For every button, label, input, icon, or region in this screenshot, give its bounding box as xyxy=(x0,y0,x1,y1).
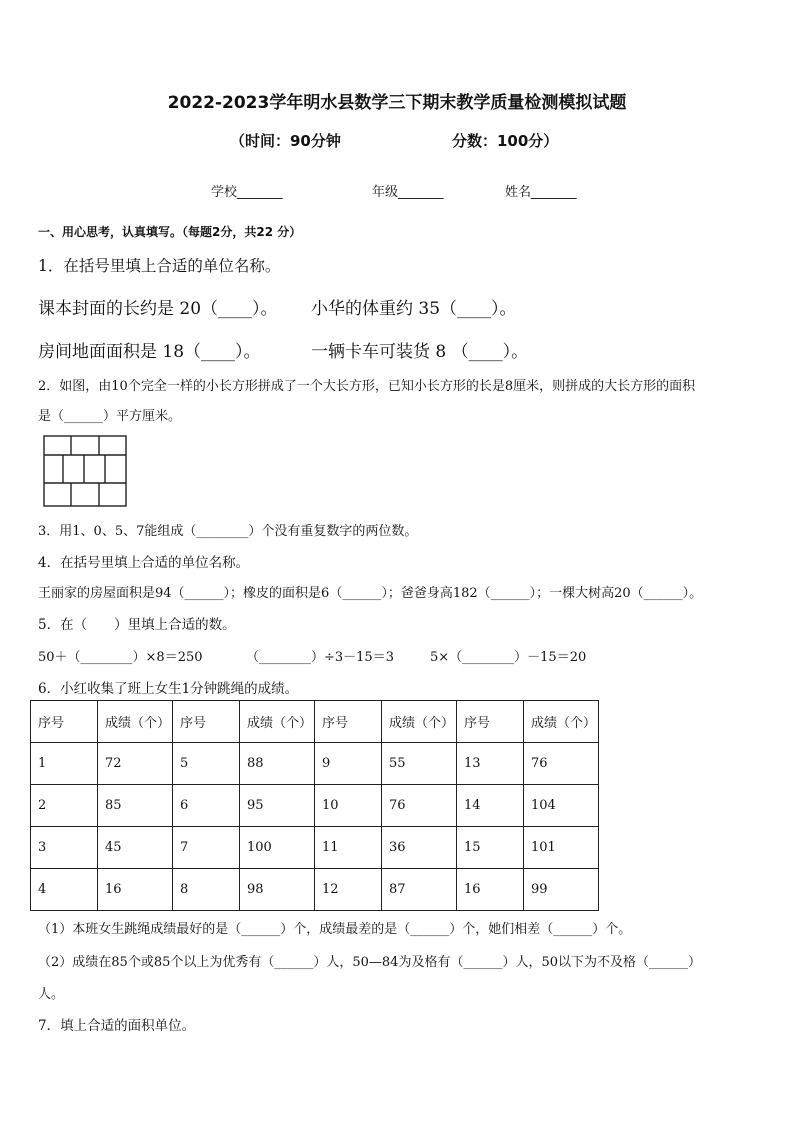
table-cell: 16 xyxy=(98,869,173,911)
table-cell: 72 xyxy=(98,743,173,785)
table-cell: 14 xyxy=(457,785,524,827)
table-cell: 36 xyxy=(382,827,457,869)
rectangle-figure xyxy=(43,435,127,507)
q5-eq1: 50＋（________）×8＝250 xyxy=(38,650,203,665)
grade-field: 年级_______ xyxy=(372,185,444,200)
table-cell: 76 xyxy=(524,743,599,785)
table-cell: 10 xyxy=(315,785,382,827)
table-cell: 6 xyxy=(173,785,240,827)
table-header-cell: 成绩（个） xyxy=(98,701,173,743)
table-cell: 76 xyxy=(382,785,457,827)
table-cell: 11 xyxy=(315,827,382,869)
table-cell: 13 xyxy=(457,743,524,785)
table-header-cell: 序号 xyxy=(315,701,382,743)
q2-line1: 2．如图，由10个完全一样的小长方形拼成了一个大长方形，已知小长方形的长是8厘米，则拼成的大长方形的面积 xyxy=(38,379,696,394)
q7: 7．填上合适的面积单位。 xyxy=(38,1018,196,1034)
table-cell: 4 xyxy=(31,869,98,911)
q5-stem: 5．在（ ）里填上合适的数。 xyxy=(38,617,236,633)
table-cell: 2 xyxy=(31,785,98,827)
table-cell: 85 xyxy=(98,785,173,827)
q1-stem: 1．在括号里填上合适的单位名称。 xyxy=(38,257,281,275)
table-cell: 9 xyxy=(315,743,382,785)
table-cell: 8 xyxy=(173,869,240,911)
table-cell: 101 xyxy=(524,827,599,869)
table-cell: 16 xyxy=(457,869,524,911)
score-label: 分数：100分） xyxy=(452,132,559,150)
q5-eq2: （________）÷3－15＝3 xyxy=(246,650,394,665)
q5-eq3: 5×（________）－15＝20 xyxy=(430,650,587,665)
table-cell: 88 xyxy=(240,743,315,785)
table-header-cell: 成绩（个） xyxy=(524,701,599,743)
q6-sub2-line2: 人。 xyxy=(38,987,65,1002)
q1-line1a: 课本封面的长约是 20（____）。 xyxy=(38,299,278,319)
table-cell: 104 xyxy=(524,785,599,827)
figure-outer-rect xyxy=(44,436,126,506)
table-row xyxy=(31,869,599,911)
table-cell: 99 xyxy=(524,869,599,911)
table-cell: 95 xyxy=(240,785,315,827)
exam-title: 2022-2023学年明水县数学三下期末教学质量检测模拟试题 xyxy=(167,93,627,113)
table-header-cell: 序号 xyxy=(457,701,524,743)
table-row xyxy=(31,785,599,827)
table-cell: 55 xyxy=(382,743,457,785)
table-header-row xyxy=(31,701,599,743)
table-cell: 87 xyxy=(382,869,457,911)
table-cell: 45 xyxy=(98,827,173,869)
table-cell: 5 xyxy=(173,743,240,785)
table-header-cell: 成绩（个） xyxy=(382,701,457,743)
table-cell: 100 xyxy=(240,827,315,869)
q6-sub1: （1）本班女生跳绳成绩最好的是（______）个，成绩最差的是（______）个，她们相差（______）个。 xyxy=(38,922,632,937)
q1-line2b: 一辆卡车可装货 8 （____）。 xyxy=(311,342,529,362)
name-field: 姓名_______ xyxy=(505,185,577,200)
table-header-cell: 序号 xyxy=(173,701,240,743)
q4-stem: 4．在括号里填上合适的单位名称。 xyxy=(38,555,250,571)
section-header: 一、用心思考，认真填写。（每题2分，共22 分） xyxy=(38,225,302,239)
table-row xyxy=(31,827,599,869)
time-label: （时间：90分钟 xyxy=(230,132,341,150)
table-cell: 98 xyxy=(240,869,315,911)
table-header-cell: 成绩（个） xyxy=(240,701,315,743)
table-cell: 3 xyxy=(31,827,98,869)
table-cell: 1 xyxy=(31,743,98,785)
q4-line: 王丽家的房屋面积是94（______）；橡皮的面积是6（______）；爸爸身高182（______）；一棵大树高20（______）。 xyxy=(38,586,703,601)
q6-stem: 6．小红收集了班上女生1分钟跳绳的成绩。 xyxy=(38,681,299,697)
q6-sub2-line1: （2）成绩在85个或85个以上为优秀有（______）人，50—84为及格有（______）人，50以下为不及格（______） xyxy=(38,955,701,970)
table-cell: 15 xyxy=(457,827,524,869)
school-field: 学校_______ xyxy=(211,185,283,200)
table-row xyxy=(31,743,599,785)
q1-line1b: 小华的体重约 35（____）。 xyxy=(311,299,517,319)
table-cell: 12 xyxy=(315,869,382,911)
table-cell: 7 xyxy=(173,827,240,869)
score-table xyxy=(30,700,599,911)
table-header-cell: 序号 xyxy=(31,701,98,743)
q2-line2: 是（______）平方厘米。 xyxy=(38,409,182,424)
q1-line2a: 房间地面面积是 18（____）。 xyxy=(38,342,261,362)
q3: 3．用1、0、5、7能组成（________）个没有重复数字的两位数。 xyxy=(38,524,418,539)
